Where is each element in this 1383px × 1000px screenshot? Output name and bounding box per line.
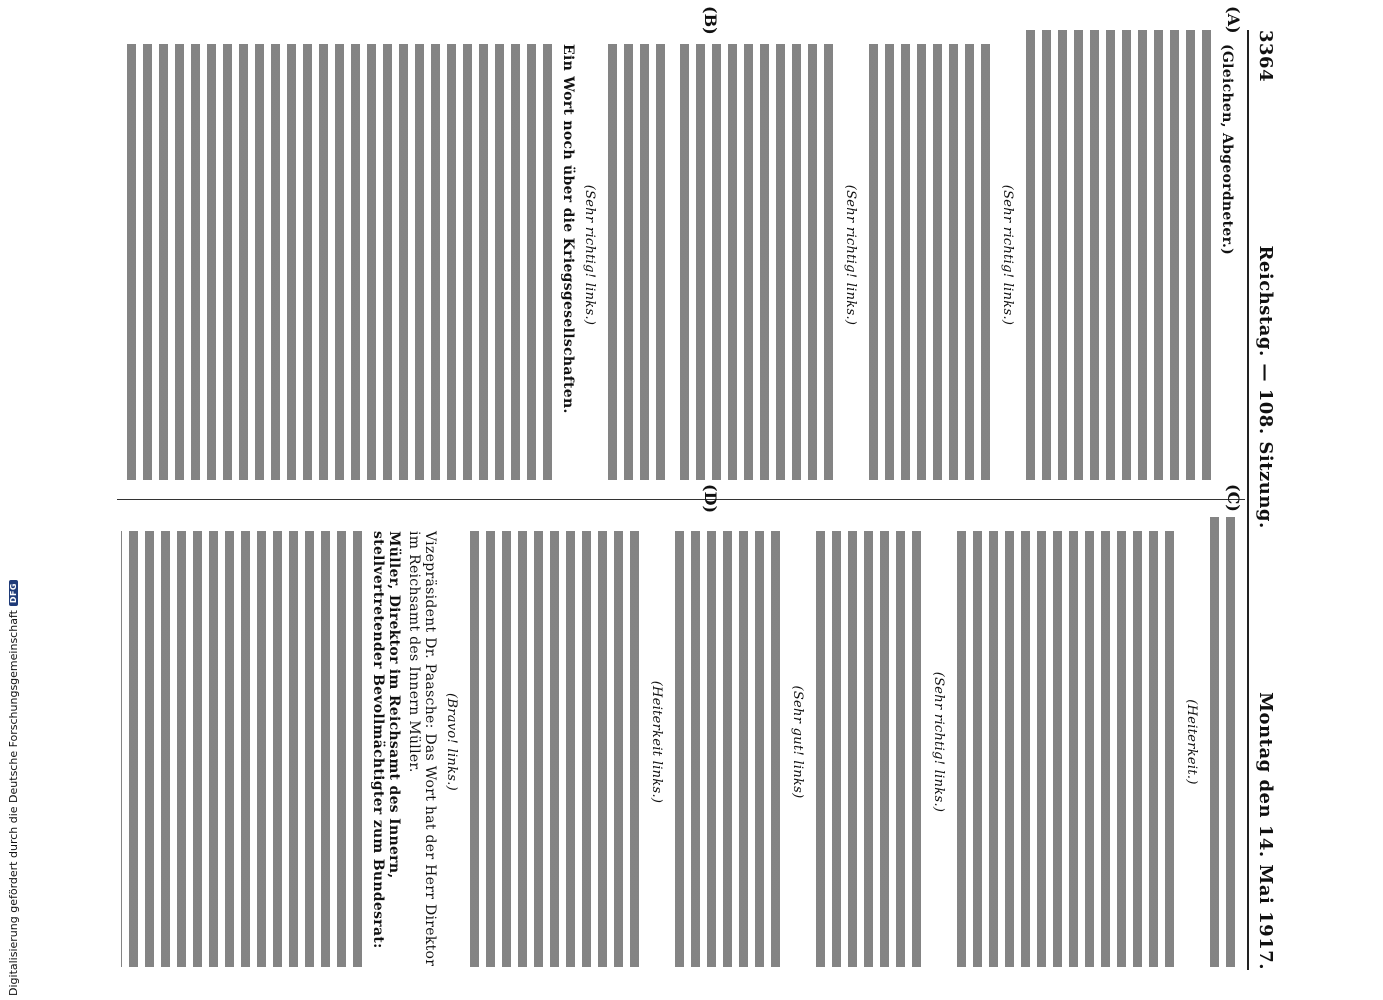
text-paragraph [605, 44, 669, 480]
text-paragraph [954, 531, 1178, 967]
right-column [121, 517, 1239, 967]
session-title: Reichstag. — 108. Sitzung. [1255, 245, 1277, 529]
interjection: (Heiterkeit links.) [649, 680, 664, 804]
speaker-heading: (Gleichen, Abgeordneter.) [1219, 44, 1235, 256]
session-date: Montag den 14. Mai 1917. [1255, 692, 1277, 970]
margin-mark-c: (C) [1224, 484, 1243, 512]
interjection: (Sehr richtig! links.) [582, 184, 597, 326]
text-paragraph [677, 44, 837, 480]
speaker-heading: Müller, Direktor im Reichsamt des Innern, stellvertretender Bevollmächtigter zum Bundesrat: [370, 531, 402, 949]
left-column [121, 30, 1239, 480]
interjection: (Sehr richtig! links.) [931, 671, 946, 813]
interjection: (Sehr richtig! links.) [1000, 184, 1015, 326]
credit-text: Digitalisierung gefördert durch die Deutsche Forschungsgemeinschaft [6, 610, 20, 996]
column-rule [117, 499, 1245, 500]
dfg-logo: DFG [9, 580, 18, 606]
digitization-credit [4, 583, 22, 996]
interjection: (Bravo! links.) [444, 692, 459, 792]
interjection: (Sehr richtig! links.) [843, 184, 858, 326]
text-paragraph [1023, 30, 1215, 480]
interjection: (Sehr gut! links) [790, 685, 805, 799]
margin-mark-b: (B) [701, 6, 720, 35]
text-paragraph [1207, 517, 1239, 967]
speaker-intro: Vizepräsident Dr. Paasche: Das Wort hat der Herr Direktor im Reichsamt des Innern Müller. [406, 531, 438, 967]
section-heading: Ein Wort noch über die Kriegsgesellschaften. [560, 44, 576, 414]
header-rule [1247, 30, 1249, 970]
text-paragraph [672, 531, 784, 967]
running-head [1255, 30, 1277, 970]
rotated-page [83, 0, 1305, 1000]
margin-mark-d: (D) [701, 484, 720, 514]
page-number: 3364 [1255, 30, 1277, 83]
text-paragraph [121, 531, 366, 967]
text-paragraph [813, 531, 925, 967]
interjection: (Heiterkeit.) [1184, 699, 1199, 785]
text-paragraph [121, 44, 556, 480]
text-paragraph [866, 44, 994, 480]
margin-mark-a: (A) [1224, 6, 1243, 34]
text-paragraph [467, 531, 643, 967]
